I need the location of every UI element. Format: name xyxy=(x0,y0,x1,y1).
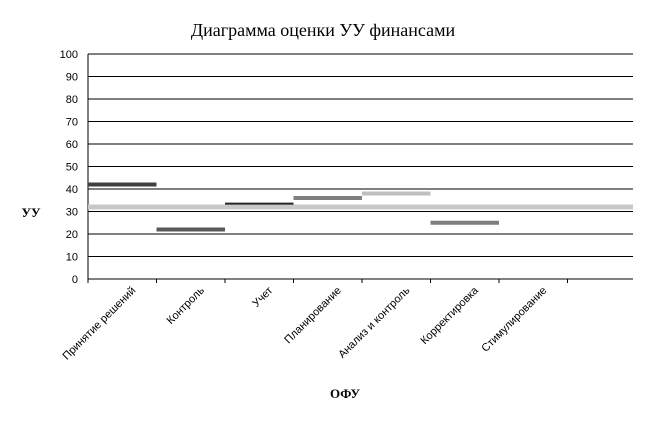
y-tick-label: 80 xyxy=(65,94,78,106)
y-axis-title: УУ xyxy=(21,205,41,220)
y-tick-label: 40 xyxy=(65,184,78,196)
x-category-label: Анализ и контроль xyxy=(336,284,413,361)
x-category-label: Планирование xyxy=(282,284,344,347)
y-tick-label: 0 xyxy=(71,274,78,286)
x-category-labels xyxy=(61,284,550,362)
grid xyxy=(88,54,633,283)
x-category-label: Учет xyxy=(250,284,276,310)
x-category-label: Корректировка xyxy=(418,284,481,348)
y-tick-label: 20 xyxy=(65,229,78,241)
x-category-label: Принятие решений xyxy=(60,284,139,363)
y-tick-label: 50 xyxy=(65,161,78,174)
y-tick-label: 100 xyxy=(59,49,78,61)
chart-title: Диаграмма оценки УУ финансами xyxy=(190,20,456,40)
y-tick-labels xyxy=(60,49,78,286)
x-category-label: Контроль xyxy=(164,284,207,327)
y-tick-label: 10 xyxy=(65,251,78,264)
y-tick-label: 30 xyxy=(65,206,78,219)
y-tick-label: 70 xyxy=(65,116,78,129)
y-tick-label: 90 xyxy=(65,71,78,84)
y-tick-label: 60 xyxy=(65,139,78,151)
x-axis-title: ОФУ xyxy=(330,386,360,401)
x-category-label: Стимулирование xyxy=(479,284,550,355)
